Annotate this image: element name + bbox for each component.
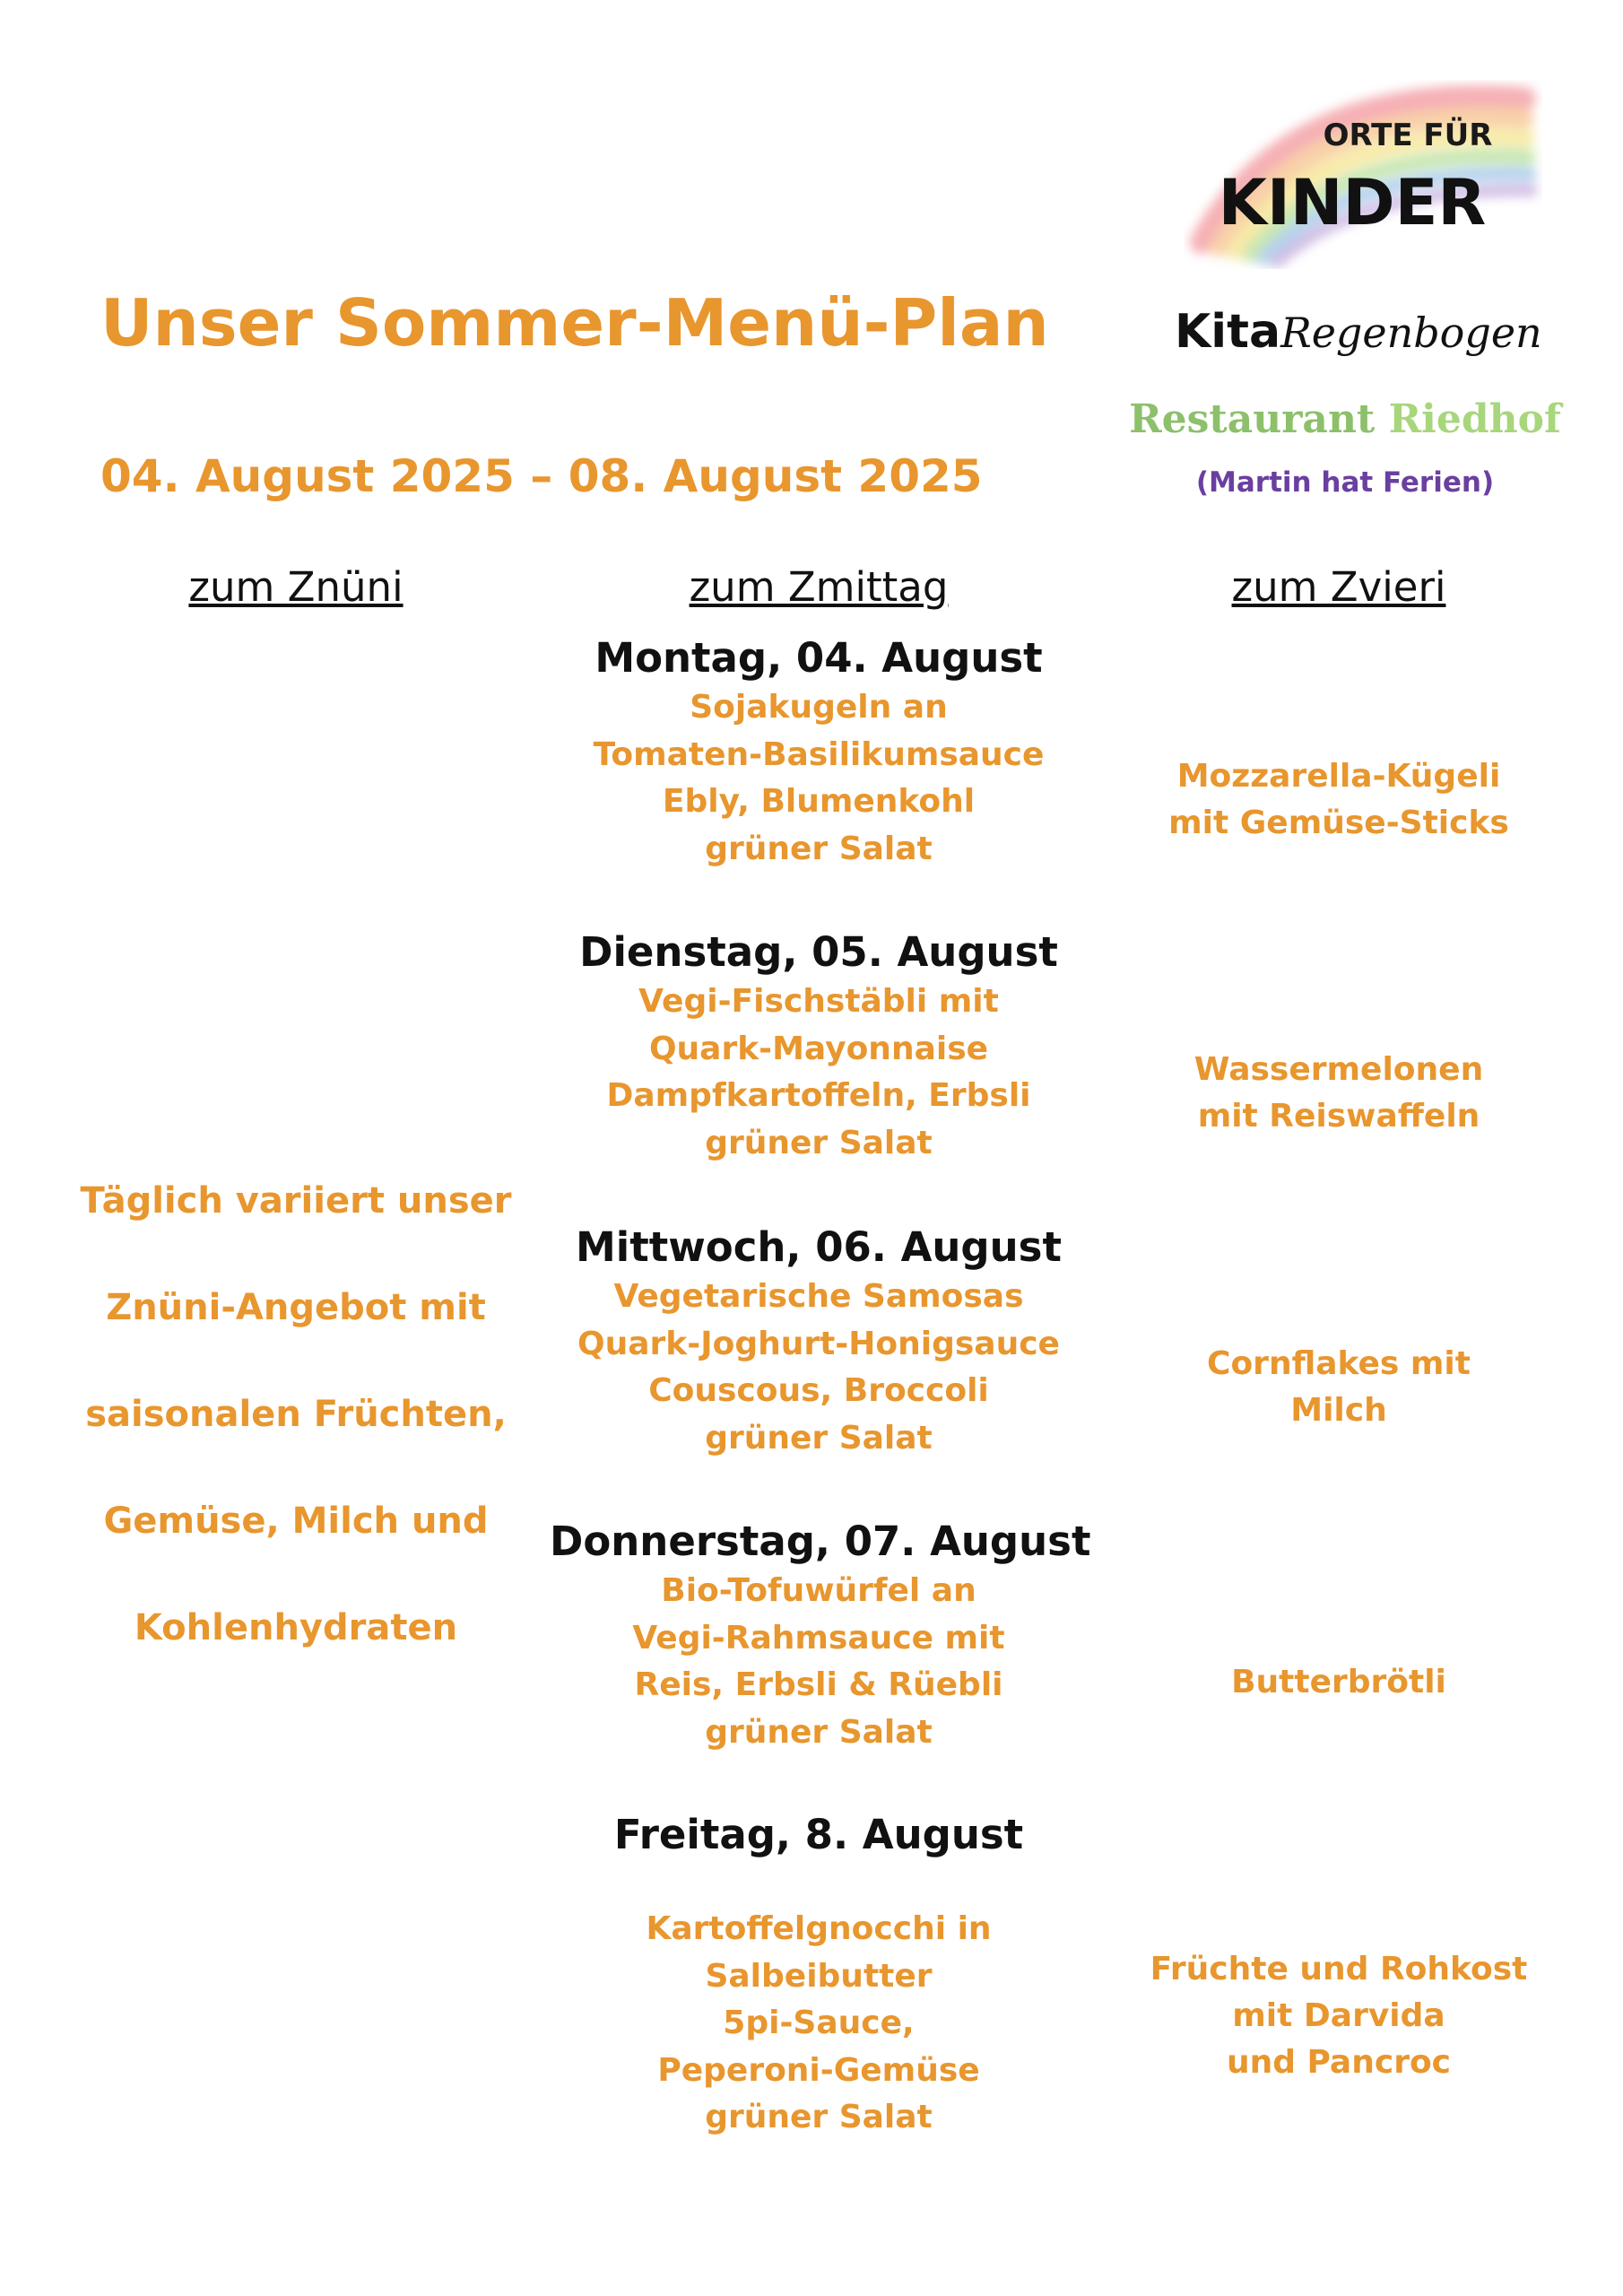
- snack-line: Früchte und Rohkost: [1150, 1951, 1528, 1987]
- lunch-line: Quark-Mayonnaise: [648, 1030, 989, 1067]
- snack-friday: [1115, 1946, 1563, 2086]
- column-header-zvieri: zum Zvieri: [1231, 563, 1446, 611]
- snack-line: Milch: [1290, 1392, 1387, 1429]
- page-title: Unser Sommer-Menü-Plan: [100, 285, 1049, 361]
- lunch-line: Vegi-Fischstäbli mit: [638, 983, 999, 1020]
- snack-line: und Pancroc: [1226, 2044, 1452, 2081]
- lunch-line: Reis, Erbsli & Rüebli: [634, 1666, 1003, 1703]
- day-wednesday: [550, 1222, 1088, 1462]
- svg-text:KINDER: KINDER: [1218, 166, 1487, 239]
- day-monday: [550, 632, 1088, 873]
- day-title: Montag, 04. August: [595, 634, 1043, 682]
- snack-line: Cornflakes mit: [1207, 1345, 1471, 1382]
- ferien-note: (Martin hat Ferien): [1195, 466, 1495, 499]
- riedhof-label: Riedhof: [1388, 396, 1561, 442]
- kita-label: Kita: [1175, 305, 1281, 359]
- day-title: Mittwoch, 06. August: [576, 1223, 1062, 1271]
- znuni-line: Znüni-Angebot mit: [106, 1287, 486, 1328]
- lunch-line: Salbeibutter: [705, 1957, 933, 1995]
- svg-text:ORTE FÜR: ORTE FÜR: [1323, 117, 1493, 153]
- snack-monday: [1115, 753, 1563, 847]
- rainbow-icon: [1184, 63, 1542, 269]
- date-range: 04. August 2025 – 08. August 2025: [100, 450, 983, 502]
- column-header-zmittag: zum Zmittag: [689, 563, 949, 611]
- column-header-znuni: zum Znüni: [188, 563, 404, 611]
- lunch-line: 5pi-Sauce,: [723, 2005, 915, 2041]
- day-title: Freitag, 8. August: [613, 1811, 1024, 1858]
- day-thursday: [550, 1516, 1091, 1756]
- lunch-line: Couscous, Broccoli: [648, 1372, 989, 1409]
- znuni-description: [72, 1148, 520, 1682]
- lunch-line: Dampfkartoffeln, Erbsli: [606, 1077, 1031, 1114]
- day-tuesday: [550, 926, 1088, 1167]
- lunch-line: Sojakugeln an: [690, 689, 948, 726]
- orte-fuer-kinder-logo: [1184, 63, 1542, 269]
- znuni-line: Kohlenhydraten: [134, 1607, 458, 1648]
- restaurant-riedhof: [1121, 396, 1569, 442]
- lunch-line: Peperoni-Gemüse: [657, 2051, 980, 2089]
- kita-regenbogen-logo: [1175, 305, 1542, 359]
- lunch-line: Ebly, Blumenkohl: [662, 783, 976, 820]
- lunch-line: grüner Salat: [705, 2099, 933, 2135]
- day-friday: [550, 1809, 1088, 1861]
- day-title: Dienstag, 05. August: [579, 928, 1058, 976]
- lunch-friday: [550, 1906, 1088, 2142]
- znuni-line: saisonalen Früchten,: [85, 1394, 507, 1435]
- lunch-line: Bio-Tofuwürfel an: [661, 1572, 976, 1609]
- lunch-line: Vegetarische Samosas: [613, 1278, 1024, 1315]
- lunch-line: Vegi-Rahmsauce mit: [632, 1619, 1005, 1657]
- lunch-line: grüner Salat: [705, 1124, 933, 1161]
- znuni-line: Täglich variiert unser: [80, 1180, 512, 1222]
- snack-line: mit Gemüse-Sticks: [1168, 804, 1509, 841]
- lunch-line: Kartoffelgnocchi in: [646, 1910, 992, 1947]
- snack-line: Butterbrötli: [1231, 1664, 1446, 1700]
- lunch-line: Tomaten-Basilikumsauce: [593, 735, 1045, 773]
- lunch-line: grüner Salat: [705, 830, 933, 867]
- restaurant-label: Restaurant: [1129, 396, 1376, 442]
- snack-line: Mozzarella-Kügeli: [1176, 758, 1501, 795]
- lunch-line: grüner Salat: [705, 1419, 933, 1457]
- snack-thursday: [1115, 1659, 1563, 1706]
- snack-line: mit Reiswaffeln: [1197, 1098, 1480, 1135]
- snack-wednesday: [1115, 1341, 1563, 1434]
- snack-line: mit Darvida: [1232, 1997, 1445, 2034]
- regenbogen-label: Regenbogen: [1280, 309, 1542, 357]
- lunch-line: grüner Salat: [705, 1713, 933, 1751]
- snack-tuesday: [1115, 1047, 1563, 1140]
- snack-line: Wassermelonen: [1193, 1051, 1484, 1088]
- znuni-line: Gemüse, Milch und: [103, 1500, 489, 1542]
- day-title: Donnerstag, 07. August: [550, 1518, 1091, 1565]
- lunch-line: Quark-Joghurt-Honigsauce: [577, 1325, 1060, 1362]
